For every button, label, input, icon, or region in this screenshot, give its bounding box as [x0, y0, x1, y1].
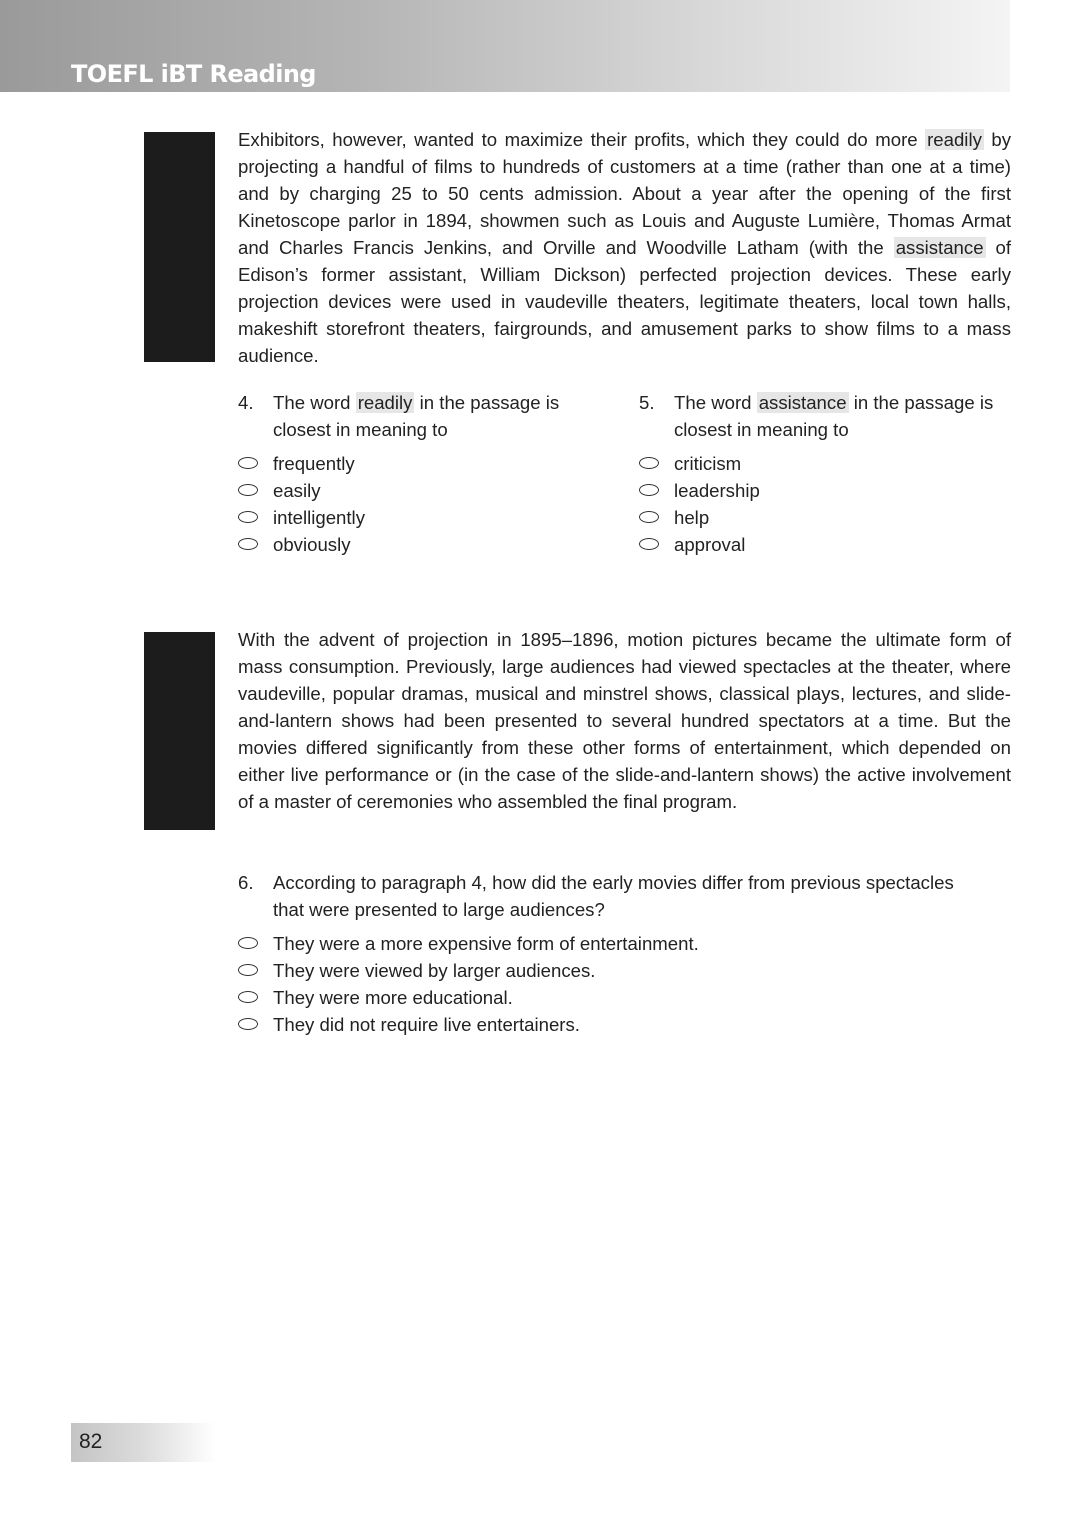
question-6-option-d[interactable]: [238, 1011, 1011, 1038]
question-4-options: [238, 450, 598, 558]
option-label: criticism: [674, 453, 742, 474]
option-label: intelligently: [273, 507, 365, 528]
radio-oval-icon[interactable]: [238, 964, 258, 976]
question-5: [639, 389, 1011, 558]
radio-oval-icon[interactable]: [238, 937, 258, 949]
paragraph-3-text-3: of Edison’s former assistant, William Dickson) perfected projection devices. These early projection devices were used in vaudeville theaters, legitimate theaters, local town halls, makeshift storefront theaters, fairgrounds, and amusement parks to show films to a mass audience.: [238, 237, 1011, 366]
radio-oval-icon[interactable]: [238, 457, 258, 469]
question-5-option-b[interactable]: [639, 477, 1011, 504]
question-6-options: [238, 930, 1011, 1038]
option-label: easily: [273, 480, 321, 501]
option-label: They were a more expensive form of entertainment.: [273, 933, 699, 954]
paragraph-3-text-2: by projecting a handful of films to hundreds of customers at a time (rather than one at a time) and by charging 25 to 50 cents admission. About a year after the opening of the first Kinetoscope parlor in 1894, showmen such as Louis and Auguste Lumière, Thomas Armat and Charles Francis Jenkins, and Orville and Woodville Latham (with the: [238, 129, 1011, 258]
question-4-option-b[interactable]: [238, 477, 598, 504]
radio-oval-icon[interactable]: [639, 511, 659, 523]
option-label: They were more educational.: [273, 987, 513, 1008]
radio-oval-icon[interactable]: [238, 538, 258, 550]
paragraph-4-marker: [144, 632, 215, 830]
option-label: obviously: [273, 534, 351, 555]
page-number: 82: [79, 1430, 103, 1453]
question-5-highlight: assistance: [758, 392, 847, 413]
question-4-stem-before: The word: [273, 392, 356, 413]
question-4-option-a[interactable]: [238, 450, 598, 477]
option-label: They were viewed by larger audiences.: [273, 960, 596, 981]
question-6-option-c[interactable]: [238, 984, 1011, 1011]
radio-oval-icon[interactable]: [238, 511, 258, 523]
question-4-option-c[interactable]: [238, 504, 598, 531]
question-4-option-d[interactable]: [238, 531, 598, 558]
question-5-option-c[interactable]: [639, 504, 1011, 531]
radio-oval-icon[interactable]: [639, 457, 659, 469]
question-6-number: 6.: [238, 872, 254, 893]
radio-oval-icon[interactable]: [238, 484, 258, 496]
radio-oval-icon[interactable]: [639, 538, 659, 550]
question-6-stem: [238, 869, 973, 923]
book-title: TOEFL iBT Reading: [71, 60, 316, 88]
option-label: approval: [674, 534, 746, 555]
question-4-stem-after: in the passage is closest in meaning to: [273, 392, 560, 440]
question-5-number: 5.: [639, 392, 655, 413]
passage-paragraph-4: With the advent of projection in 1895–1896, motion pictures became the ultimate form of mass consumption. Previously, large audiences had viewed spectacles at the theater, where vaudeville, popular dramas, musical and minstrel shows, classical plays, lectures, and slide-and-lantern shows had been presented to several hundred spectators at a time. But the movies differed significantly from these other forms of entertainment, which depended on either live performance or (in the case of the slide-and-lantern shows) the active involvement of a master of ceremonies who assembled the final program.: [238, 629, 1011, 812]
radio-oval-icon[interactable]: [639, 484, 659, 496]
question-5-option-d[interactable]: [639, 531, 1011, 558]
option-label: leadership: [674, 480, 760, 501]
question-5-stem-before: The word: [674, 392, 757, 413]
option-label: help: [674, 507, 710, 528]
highlight-readily: readily: [927, 129, 982, 150]
question-5-stem: [639, 389, 1011, 443]
question-6: [238, 869, 1011, 1038]
option-label: They did not require live entertainers.: [273, 1014, 580, 1035]
question-5-stem-after: in the passage is closest in meaning to: [674, 392, 994, 440]
question-6-stem-text: According to paragraph 4, how did the early movies differ from previous spectacles that were presented to large audiences?: [273, 872, 954, 920]
radio-oval-icon[interactable]: [238, 991, 258, 1003]
radio-oval-icon[interactable]: [238, 1018, 258, 1030]
question-6-option-b[interactable]: [238, 957, 1011, 984]
question-5-option-a[interactable]: [639, 450, 1011, 477]
question-4-stem: [238, 389, 598, 443]
question-4: [238, 389, 598, 558]
question-4-highlight: readily: [357, 392, 413, 413]
option-label: frequently: [273, 453, 355, 474]
paragraph-3-text-1: Exhibitors, however, wanted to maximize their profits, which they could do more: [238, 129, 926, 150]
question-6-option-a[interactable]: [238, 930, 1011, 957]
paragraph-3-marker: [144, 132, 215, 362]
question-5-options: [639, 450, 1011, 558]
passage-paragraph-3: [238, 126, 1011, 369]
question-4-number: 4.: [238, 392, 254, 413]
highlight-assistance: assistance: [895, 237, 984, 258]
